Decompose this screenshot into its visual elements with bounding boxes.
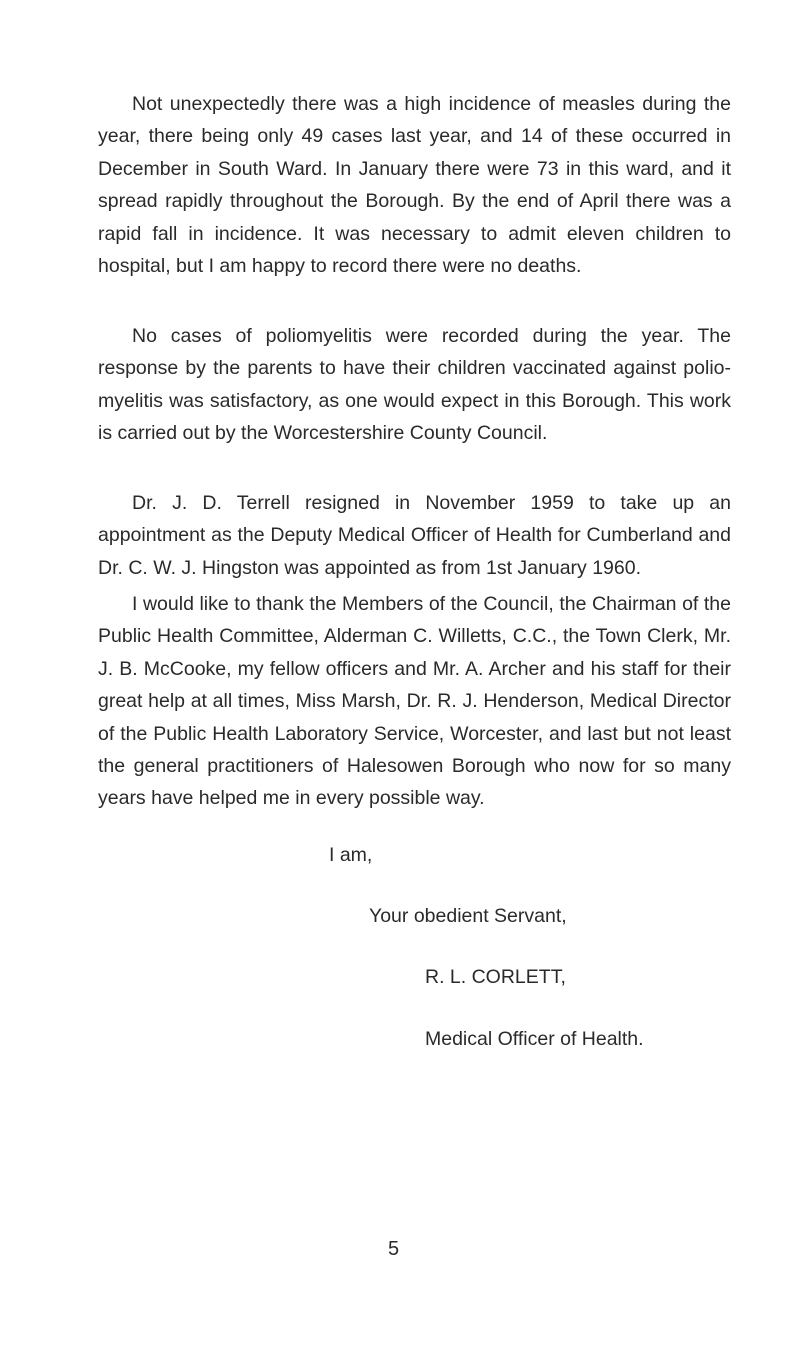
paragraph-measles: Not unexpectedly there was a high incidence of measles during the year, there being only 49 cases last year, and 14 of these occurred in December in South Ward. In January there were 73 in this ward, and it spread rapidly throughout the Borough. By the end of April there was a rapid fall in incidence. It was necessary to admit eleven children to hospital, but I am happy to record there were no deaths. bbox=[98, 93, 731, 278]
closing-valediction: Your obedient Servant, bbox=[369, 905, 567, 927]
paragraph-poliomyelitis: No cases of poliomyelitis were recorded during the year. The response by the parents to have their children vaccinated against polio-myelitis was satisfactory, as one would expect in this Borough. This work is carried out by the Worcestershire County Council. bbox=[98, 325, 731, 445]
page-number: 5 bbox=[388, 1238, 400, 1260]
signatory-name: R. L. CORLETT, bbox=[425, 966, 566, 988]
signatory-title: Medical Officer of Health. bbox=[425, 1028, 644, 1050]
closing-i-am: I am, bbox=[329, 844, 373, 866]
paragraph-staff-change: Dr. J. D. Terrell resigned in November 1959 to take up an appointment as the Deputy Medical Officer of Health for Cumberland and Dr. C. W. J. Hingston was appointed as from 1st January 1960. bbox=[98, 492, 731, 579]
paragraph-acknowledgements: I would like to thank the Members of the Council, the Chairman of the Public Health Committee, Alderman C. Willetts, C.C., the Town Clerk, Mr. J. B. McCooke, my fellow officers and Mr. A. Archer and his staff for their great help at all times, Miss Marsh, Dr. R. J. Henderson, Medical Director of the Public Health Laboratory Service, Worcester, and last but not least the general practitioners of Halesowen Borough who now for so many years have helped me in every possible way. bbox=[98, 593, 731, 810]
